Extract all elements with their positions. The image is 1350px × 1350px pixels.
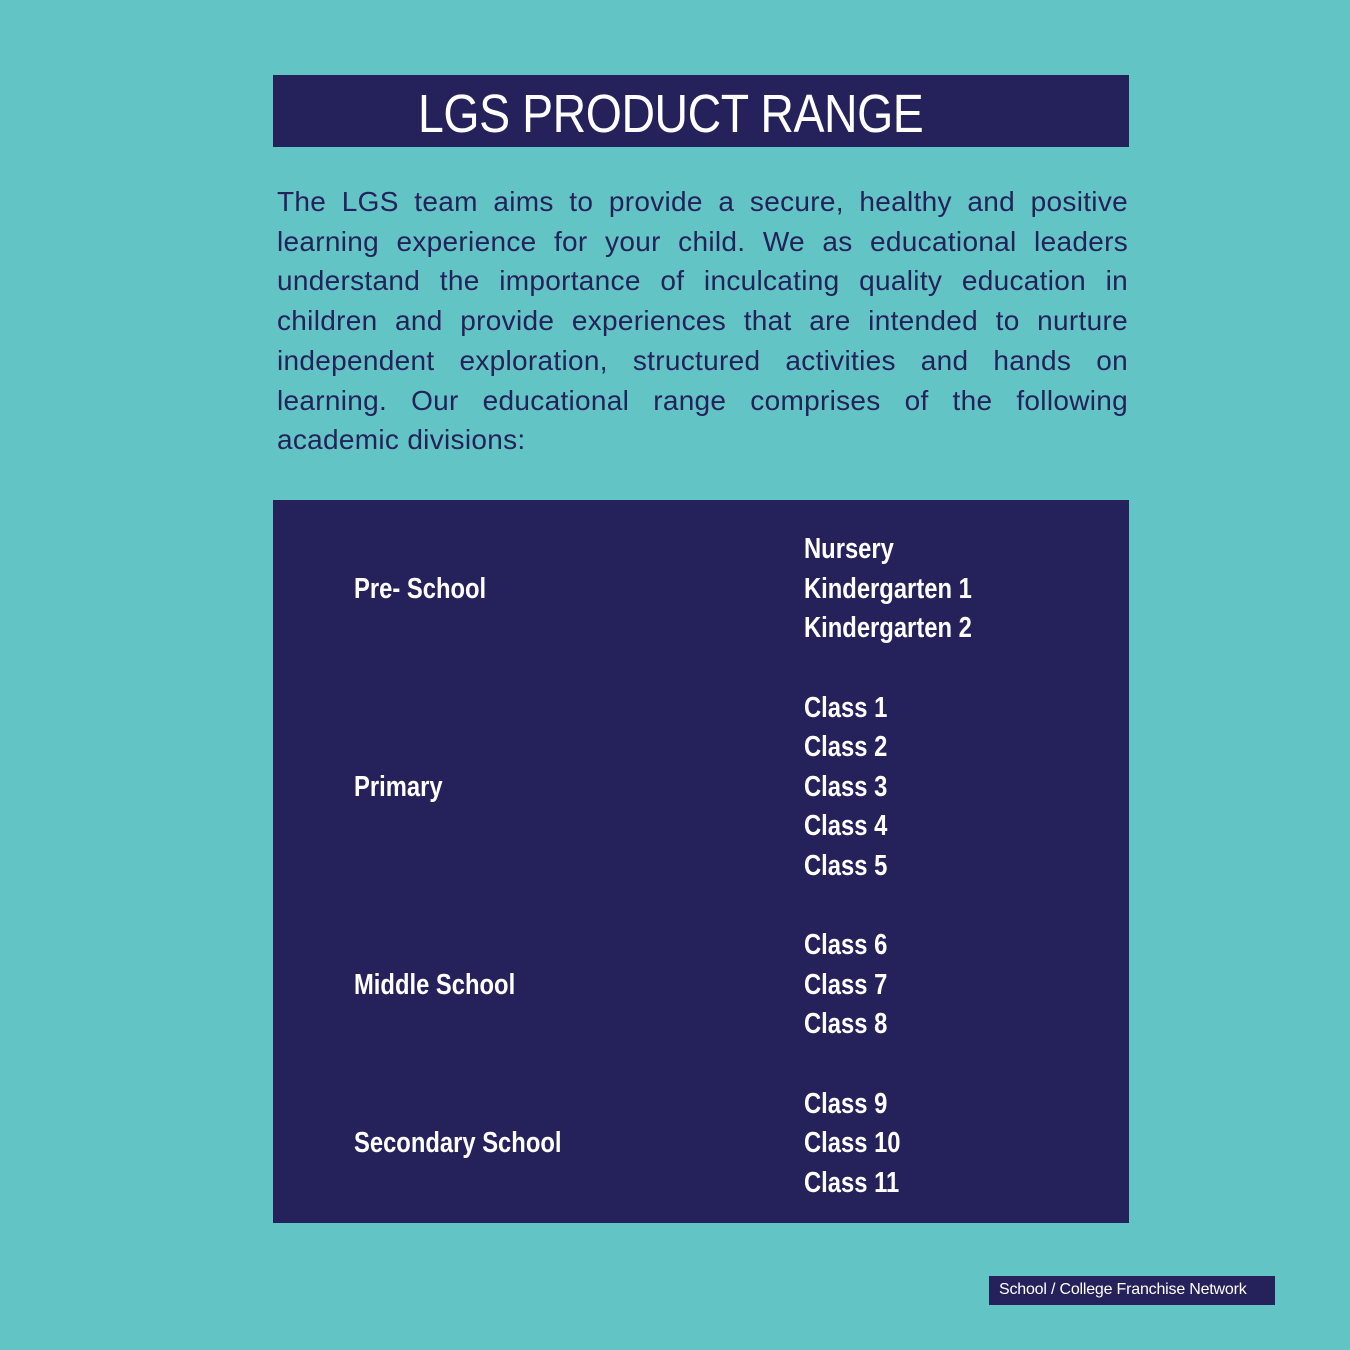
footer-text: School / College Franchise Network: [999, 1281, 1247, 1298]
class-item: Class 1: [804, 691, 888, 724]
class-item: Class 9: [804, 1087, 888, 1120]
class-list: [804, 530, 1009, 649]
product-range-panel: [273, 500, 1129, 1223]
class-item: Class 10: [804, 1127, 901, 1160]
class-item: Class 7: [804, 968, 888, 1001]
class-item: Class 6: [804, 929, 888, 961]
class-item: Class 8: [804, 1008, 888, 1041]
class-list: [804, 1085, 922, 1204]
intro-paragraph: The LGS team aims to provide a secure, healthy and positive learning experience for your child. We as educational leaders understand the importance of inculcating quality education in children and provide experiences that are intended to nurture independent exploration, structured activities and hands on learning. Our educational range comprises of the following academic divisions:: [277, 186, 1128, 456]
class-item: Kindergarten 1: [804, 572, 972, 605]
class-item: Class 2: [804, 731, 888, 764]
division-name: Pre- School: [354, 572, 487, 605]
footer-badge: [989, 1276, 1275, 1305]
class-list: [804, 926, 906, 1045]
class-item: Nursery: [804, 533, 894, 565]
division-name: Primary: [354, 770, 443, 803]
class-item: Class 11: [804, 1166, 900, 1199]
class-list: [804, 689, 906, 887]
class-item: Class 3: [804, 770, 888, 803]
page-title: LGS PRODUCT RANGE: [418, 84, 924, 144]
division-name: Secondary School: [354, 1127, 562, 1160]
class-item: Class 5: [804, 849, 888, 882]
title-banner: [273, 75, 1129, 147]
class-item: Class 4: [804, 810, 888, 843]
class-item: Kindergarten 2: [804, 612, 972, 645]
division-name: Middle School: [354, 968, 516, 1001]
